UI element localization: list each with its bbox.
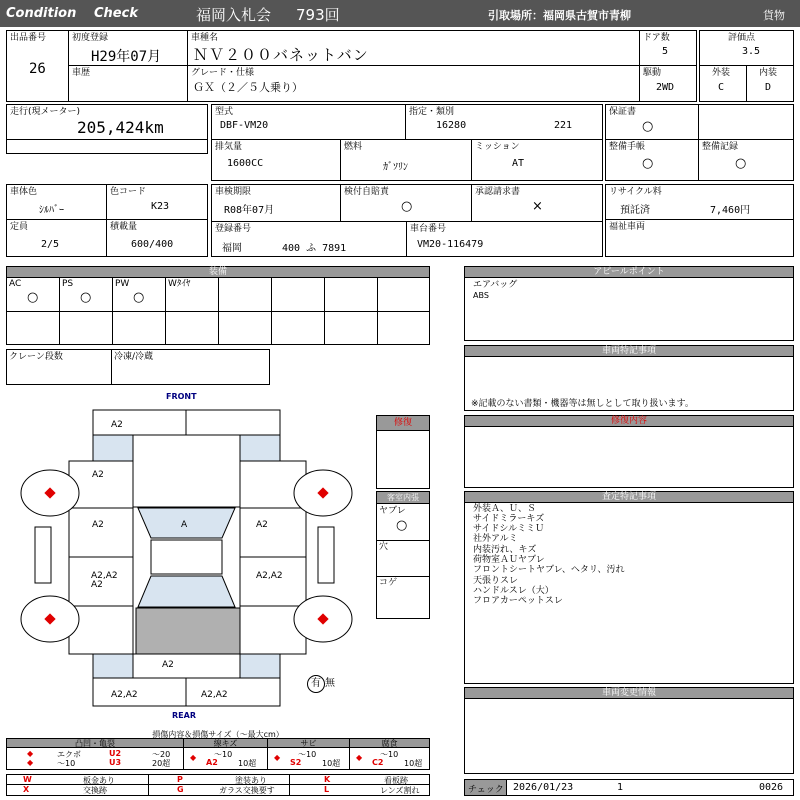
equip-wtire-label: Wﾀｲﾔ — [168, 279, 191, 289]
mirror-left — [35, 527, 51, 583]
crane-cell — [6, 349, 112, 385]
legend-g3-size-10: 〜10 — [298, 750, 317, 759]
grade-label: グレード・仕様 — [191, 68, 255, 78]
spare-no: 無 — [325, 678, 335, 689]
int-grade: D — [765, 82, 772, 93]
equipment-grid — [6, 277, 430, 345]
plate-label: 登録番号 — [215, 224, 252, 234]
history-cell — [68, 65, 188, 102]
appeal-box — [464, 277, 794, 341]
mark-fr-door: A2 — [256, 520, 268, 530]
special-box — [464, 356, 794, 411]
equip-cell-blank-7 — [324, 277, 378, 312]
mirror-right — [318, 527, 334, 583]
model-cell — [211, 104, 406, 140]
equip-cell-blank-15 — [324, 311, 378, 345]
mark-fl-door: A2 — [92, 520, 104, 530]
equipment-header: 装備 — [6, 266, 430, 278]
transmission-cell — [471, 139, 603, 181]
plate-area: 福岡 — [222, 243, 242, 254]
legend-diamond-4: ◆ — [356, 753, 363, 762]
code-x — [7, 785, 148, 795]
panel-rear-corner-right — [240, 654, 280, 678]
equip-pw-label: PW — [115, 279, 130, 289]
title-condition: Condition — [6, 6, 77, 21]
insurance-label: 検付自賠責 — [344, 187, 390, 197]
spec-cell — [405, 104, 603, 140]
equip-cell-ac — [6, 277, 60, 312]
assess-line-10: フロアカーペットスレ — [473, 596, 563, 606]
equip-cell-blank-5 — [218, 277, 272, 312]
interior-divider-1 — [377, 540, 429, 541]
code-p — [148, 775, 289, 785]
header-bar — [0, 0, 800, 27]
load-cell — [106, 219, 208, 257]
equip-cell-blank-9 — [6, 311, 60, 345]
capacity: 2/5 — [41, 239, 60, 250]
first-reg-cell — [68, 30, 188, 66]
spare-tire-indicator — [307, 674, 335, 693]
recycle-status: 預託済 — [620, 205, 650, 216]
score: 3.5 — [742, 46, 761, 57]
special-note: ※記載のない書類・機器等は無しとして取り扱います。 — [471, 399, 694, 409]
mark-rl-door: A2,A2 — [91, 571, 118, 581]
mark-roof: A — [181, 520, 188, 530]
record-mark: ○ — [735, 156, 747, 171]
record-label: 整備記録 — [702, 142, 739, 152]
first-reg: H29年07月 — [91, 49, 162, 65]
body-color: ｼﾙﾊﾞｰ — [39, 205, 64, 216]
legend-g1-size-10: 〜10 — [57, 759, 76, 768]
legend-diamond-2: ◆ — [190, 753, 197, 762]
transmission-label: ミッション — [475, 142, 520, 152]
car-name: ＮＶ２００バネットバン — [193, 46, 369, 64]
front-label: FRONT — [166, 392, 197, 401]
legend-group-1 — [7, 739, 183, 769]
legend-title: 損傷内容＆損傷サイズ（〜最大cm） — [152, 730, 284, 739]
warranty-mark: ○ — [642, 119, 654, 134]
equip-pw-mark: ○ — [133, 290, 145, 305]
code-l-text: レンズ割れ — [380, 786, 420, 795]
legend-g1-code-u3: U3 — [109, 758, 122, 767]
change-box — [464, 698, 794, 774]
appeal-header: アピールポイント — [464, 266, 794, 278]
code-p-key: P — [177, 775, 183, 784]
legend-group-2-name: 線キズ — [184, 739, 267, 748]
lot-number: 26 — [29, 61, 46, 77]
legend-diamond-1a: ◆ — [27, 749, 34, 758]
panel-hood — [133, 435, 240, 507]
check-code: 0026 — [759, 782, 784, 793]
legend-g1-code-u2: U2 — [109, 749, 122, 758]
model: DBF-VM20 — [220, 120, 269, 131]
recycle-fee: 7,460円 — [710, 205, 751, 216]
interior-yabure-mark: ○ — [396, 518, 408, 533]
mark-rear-panel: A2 — [162, 660, 174, 670]
code-x-key: X — [23, 785, 30, 794]
repair-flag-header: 修復 — [377, 416, 429, 431]
legend-g2-size-over: 10超 — [238, 759, 257, 768]
car-name-label: 車種名 — [191, 33, 219, 43]
legend-g1-dent: エクボ — [57, 750, 81, 759]
ext-label: 外装 — [712, 68, 731, 78]
appeal-line-1: エアバッグ — [473, 280, 518, 290]
legend-g2-code: A2 — [206, 758, 218, 767]
claim-cell — [471, 184, 603, 222]
vehicle-category: 貨物 — [763, 9, 785, 22]
spare-yes: 有 — [311, 678, 321, 689]
freezer-label: 冷凍/冷蔵 — [114, 352, 154, 362]
welfare-label: 福祉車両 — [609, 222, 646, 232]
door-count: 5 — [662, 46, 669, 57]
displacement-cell — [211, 139, 341, 181]
code-k-text: 看板跡 — [384, 776, 408, 785]
mileage: 205,424km — [77, 118, 164, 137]
panel-front-bumper-left — [93, 410, 186, 435]
drive-cell — [639, 65, 697, 102]
legend-group-1-name: 凸凹・亀裂 — [7, 739, 183, 748]
manual-cell — [605, 139, 699, 181]
panel-fr-door — [240, 508, 306, 557]
color-code-cell — [106, 184, 208, 220]
score-cell — [699, 30, 794, 66]
int-label: 内装 — [759, 68, 778, 78]
plate-cell — [211, 221, 407, 257]
equip-cell-blank-11 — [112, 311, 166, 345]
fuel-cell — [340, 139, 472, 181]
chassis-cell — [406, 221, 603, 257]
drive: 2WD — [656, 82, 675, 93]
legend-group-3 — [267, 739, 349, 769]
manual-label: 整備手帳 — [609, 142, 646, 152]
first-reg-label: 初度登録 — [72, 33, 109, 43]
appeal-line-2: ABS — [473, 291, 489, 300]
equip-ac-mark: ○ — [27, 290, 39, 305]
fuel-label: 燃料 — [344, 142, 363, 152]
code-p-text: 塗装あり — [235, 776, 267, 785]
spec-model-number: 16280 — [436, 120, 467, 131]
code-g — [148, 785, 289, 795]
chassis-label: 車台番号 — [410, 224, 447, 234]
lot-number-cell — [6, 30, 69, 102]
displacement: 1600CC — [227, 158, 264, 169]
color-code-label: 色コード — [110, 187, 147, 197]
load-label: 積載量 — [110, 222, 138, 232]
plate-number: 400 ふ 7891 — [282, 243, 347, 254]
ext-cell — [699, 65, 747, 102]
special-header: 車両特記事項 — [464, 345, 794, 357]
code-w-key: W — [23, 775, 32, 784]
door-label: ドア数 — [643, 33, 670, 43]
history-label: 車歴 — [72, 68, 91, 78]
car-name-cell — [187, 30, 640, 66]
assess-line-5: 内装汚れ、キズ — [473, 545, 537, 555]
panel-roof — [151, 540, 222, 574]
interior-koge-label: コゲ — [379, 578, 398, 588]
assess-line-9: ハンドルスレ（大） — [473, 586, 554, 596]
interior-yabure-label: ヤブレ — [379, 506, 406, 516]
equip-cell-blank-16 — [377, 311, 430, 345]
inspection-expiry: R08年07月 — [224, 205, 275, 216]
spec-label: 指定・類別 — [409, 107, 455, 117]
recycle-label: リサイクル料 — [609, 187, 662, 197]
mileage-cell — [6, 104, 208, 154]
assess-line-4: 社外アルミ — [473, 534, 518, 544]
body-color-label: 車体色 — [10, 187, 38, 197]
equip-cell-blank-13 — [218, 311, 272, 345]
auction-name: 福岡入札会 — [196, 6, 272, 24]
capacity-cell — [6, 219, 107, 257]
check-bar — [464, 779, 794, 796]
interior-box — [376, 491, 430, 619]
mark-bumper-right: A2,A2 — [201, 690, 228, 700]
assess-line-7: フロントシートヤブレ、ヘタリ、汚れ — [473, 565, 625, 575]
ext-grade: C — [718, 82, 725, 93]
welfare-cell — [605, 219, 794, 257]
mark-hood: A2 — [111, 420, 123, 430]
chassis-number: VM20-116479 — [417, 239, 484, 250]
check-label: チェック — [468, 785, 504, 795]
panel-rear-window — [138, 576, 235, 607]
check-label-cell — [465, 780, 507, 795]
mark-rl-door-2: A2 — [91, 580, 103, 590]
code-k — [289, 775, 429, 785]
legend-g1-size-20: 〜20 — [152, 750, 171, 759]
drive-label: 駆動 — [643, 68, 662, 78]
warranty-blank-cell — [698, 104, 794, 140]
panel-fl-fender — [69, 461, 133, 508]
grade-cell — [187, 65, 640, 102]
equip-cell-blank-6 — [271, 277, 325, 312]
insurance-cell — [340, 184, 472, 222]
legend-g3-size-over: 10超 — [322, 759, 341, 768]
inspection-cell — [211, 184, 341, 222]
code-g-key: G — [177, 785, 184, 794]
freezer-cell — [111, 349, 270, 385]
rear-label: REAR — [172, 711, 196, 720]
mark-rr-door: A2,A2 — [256, 571, 283, 581]
manual-mark: ○ — [642, 156, 654, 171]
assess-line-6: 荷物室ＡＵヤブレ — [473, 555, 545, 565]
legend-g2-size-10: 〜10 — [214, 750, 233, 759]
load-capacity: 600/400 — [131, 239, 174, 250]
repair-title: 修復内容 — [610, 416, 647, 426]
panel-front-corner-left — [93, 435, 133, 461]
warranty-label: 保証書 — [609, 107, 637, 117]
check-date: 2026/01/23 — [513, 782, 574, 793]
panel-fl-door — [69, 508, 133, 557]
code-w — [7, 775, 148, 785]
equip-cell-blank-14 — [271, 311, 325, 345]
assess-line-3: サイドシルミミＵ — [473, 524, 545, 534]
grade: ＧＸ（２／５人乗り） — [193, 81, 303, 94]
mileage-divider — [7, 139, 207, 140]
record-cell — [698, 139, 794, 181]
panel-front-bumper-right — [186, 410, 280, 435]
code-l-key: L — [324, 785, 330, 794]
equip-cell-blank-10 — [59, 311, 113, 345]
interior-divider-2 — [377, 576, 429, 577]
pickup-location: 引取場所：福岡県古賀市青柳 — [488, 9, 631, 22]
title-check: Check — [94, 6, 138, 21]
panel-rear-bumper-left — [93, 678, 186, 706]
legend-g4-code: C2 — [372, 758, 384, 767]
warranty-cell — [605, 104, 699, 140]
insurance-mark: ○ — [401, 199, 413, 214]
color-code: K23 — [151, 201, 170, 212]
assess-box — [464, 502, 794, 684]
int-cell — [746, 65, 794, 102]
mark-fl-fender: A2 — [92, 470, 104, 480]
score-label: 評価点 — [728, 33, 756, 43]
assess-line-1: 外装Ａ、Ｕ、Ｓ — [473, 504, 537, 514]
panel-front-corner-right — [240, 435, 280, 461]
legend-table — [6, 738, 430, 770]
legend-g3-code: S2 — [290, 758, 302, 767]
lot-number-label: 出品番号 — [10, 33, 47, 43]
inspection-label: 車検期限 — [215, 187, 252, 197]
legend-diamond-1b: ◆ — [27, 758, 34, 767]
interior-header: 客室内張 — [377, 492, 429, 504]
transmission: AT — [512, 158, 525, 169]
mark-bumper-left: A2,A2 — [111, 690, 138, 700]
code-l — [289, 785, 429, 795]
panel-rear-corner-left — [93, 654, 133, 678]
fuel: ｶﾞｿﾘﾝ — [383, 162, 408, 173]
change-header: 車両変更情報 — [464, 687, 794, 699]
repair-flag-box — [376, 415, 430, 489]
legend-group-2 — [183, 739, 267, 769]
auction-lot-code: 793回 — [296, 6, 340, 24]
equip-cell-blank-12 — [165, 311, 219, 345]
equip-ps-label: PS — [62, 279, 74, 289]
spec-class-number: 221 — [554, 120, 573, 131]
legend-group-4 — [349, 739, 429, 769]
legend-g4-size-10: 〜10 — [380, 750, 399, 759]
code-g-text: ガラス交換要す — [219, 786, 275, 795]
panel-rr-door — [240, 557, 306, 606]
legend-diamond-3: ◆ — [274, 753, 281, 762]
equip-cell-wtire — [165, 277, 219, 312]
panel-cargo-floor — [136, 608, 240, 654]
assess-header: 査定特記事項 — [464, 491, 794, 503]
legend-g4-size-over: 10超 — [404, 759, 423, 768]
equip-cell-ps — [59, 277, 113, 312]
code-w-text: 板金あり — [83, 776, 115, 785]
door-cell — [639, 30, 697, 66]
repair-box — [464, 426, 794, 488]
claim-label: 承認請求書 — [475, 187, 521, 197]
capacity-label: 定員 — [10, 222, 29, 232]
assess-line-2: サイドミラーキズ — [473, 514, 545, 524]
check-count: 1 — [617, 782, 624, 793]
spare-yes-circle — [307, 675, 325, 693]
legend-group-4-name: 腐食 — [350, 739, 429, 748]
model-label: 型式 — [215, 107, 234, 117]
equip-ps-mark: ○ — [80, 290, 92, 305]
assess-line-8: 天張りスレ — [473, 576, 519, 586]
body-color-cell — [6, 184, 107, 220]
displacement-label: 排気量 — [215, 142, 243, 152]
equip-cell-pw — [112, 277, 166, 312]
code-k-key: K — [324, 775, 331, 784]
equip-cell-blank-8 — [377, 277, 430, 312]
mileage-label: 走行(現メーター) — [10, 107, 81, 117]
legend-g1-size-over20: 20超 — [152, 759, 171, 768]
claim-mark: × — [532, 199, 543, 214]
recycle-cell — [605, 184, 794, 220]
code-x-text: 交換跡 — [83, 786, 107, 795]
code-table — [6, 774, 430, 796]
equip-ac-label: AC — [9, 279, 22, 289]
crane-label: クレーン段数 — [9, 352, 63, 362]
interior-ana-label: 穴 — [379, 542, 389, 552]
legend-group-3-name: サビ — [268, 739, 349, 748]
